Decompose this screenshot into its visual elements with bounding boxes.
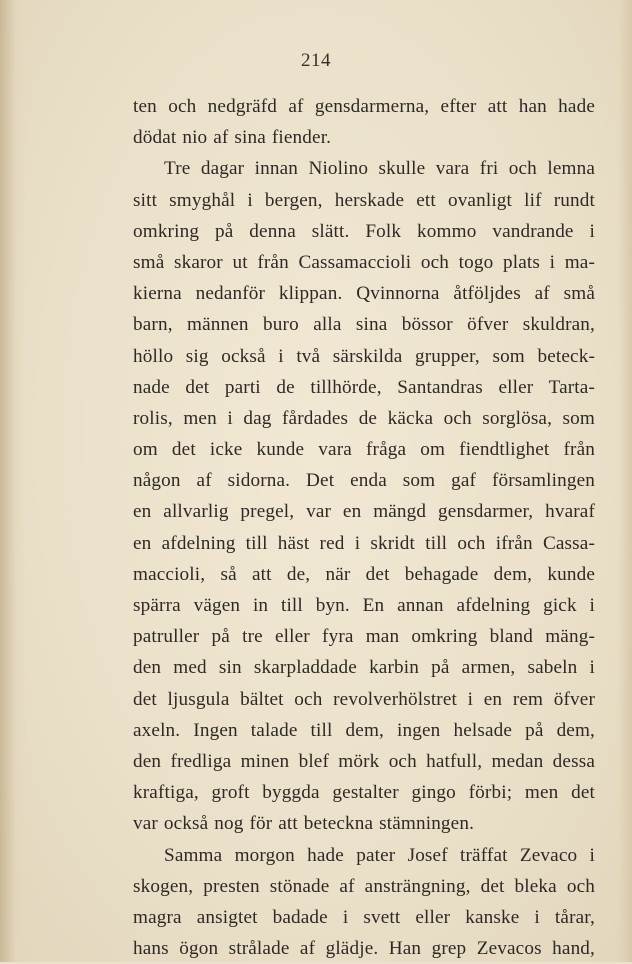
text-line: Tre dagar innan Niolino skulle vara fri och lemna <box>164 158 595 180</box>
text-line: axeln. Ingen talade till dem, ingen helsade på dem, <box>133 719 595 741</box>
text-line: en afdelning till häst red i skridt till och ifrån Cassa- <box>133 532 595 554</box>
text-line: skogen, presten stönade af ansträngning, det bleka och <box>133 875 595 897</box>
text-line: ten och nedgräfd af gensdarmerna, efter att han hade <box>133 96 595 117</box>
text-line: hans ögon strålade af glädje. Han grep Zevacos hand, <box>133 938 595 960</box>
text-line: små skaror ut från Cassamaccioli och togo plats i ma- <box>133 251 595 273</box>
text-line: kraftiga, groft byggda gestalter gingo förbi; men det <box>133 782 595 804</box>
text-line: om det icke kunde vara fråga om fiendtlighet från <box>133 439 595 461</box>
body-text <box>133 91 595 964</box>
text-line: maccioli, så att de, när det behagade dem, kunde <box>133 563 595 585</box>
text-line: höllo sig också i två särskilda grupper, som beteck- <box>133 345 595 367</box>
page-number: 214 <box>301 50 331 71</box>
text-line: den fredliga minen blef mörk och hatfull, medan dessa <box>133 750 595 772</box>
text-line: barn, männen buro alla sina bössor öfver skuldran, <box>133 314 595 336</box>
text-line: spärra vägen in till byn. En annan afdelning gick i <box>133 595 595 616</box>
text-line: var också nog för att beteckna stämningen. <box>133 813 475 835</box>
text-line: någon af sidorna. Det enda som gaf församlingen <box>133 470 595 492</box>
text-line: den med sin skarpladdade karbin på armen, sabeln i <box>133 657 595 679</box>
text-line: sitt smyghål i bergen, herskade ett ovanligt lif rundt <box>133 189 595 211</box>
text-line: det ljusgula bältet och revolverhölstret i en rem öfver <box>133 688 595 710</box>
text-line: dödat nio af sina fiender. <box>133 127 332 149</box>
text-line: rolis, men i dag fårdades de käcka och sorglösa, som <box>133 407 595 429</box>
text-line: Samma morgon hade pater Josef träffat Zevaco i <box>164 844 595 866</box>
text-line: magra ansigtet badade i svett eller kanske i tårar, <box>133 906 595 928</box>
text-line: nade det parti de tillhörde, Santandras eller Tarta- <box>133 376 595 398</box>
text-line: en allvarlig pregel, var en mängd gensdarmer, hvaraf <box>133 501 595 523</box>
text-line: omkring på denna slätt. Folk kommo vandrande i <box>133 220 595 242</box>
text-line: kierna nedanför klippan. Qvinnorna åtföljdes af små <box>133 283 595 305</box>
text-line: patruller på tre eller fyra man omkring bland mäng- <box>133 626 595 648</box>
